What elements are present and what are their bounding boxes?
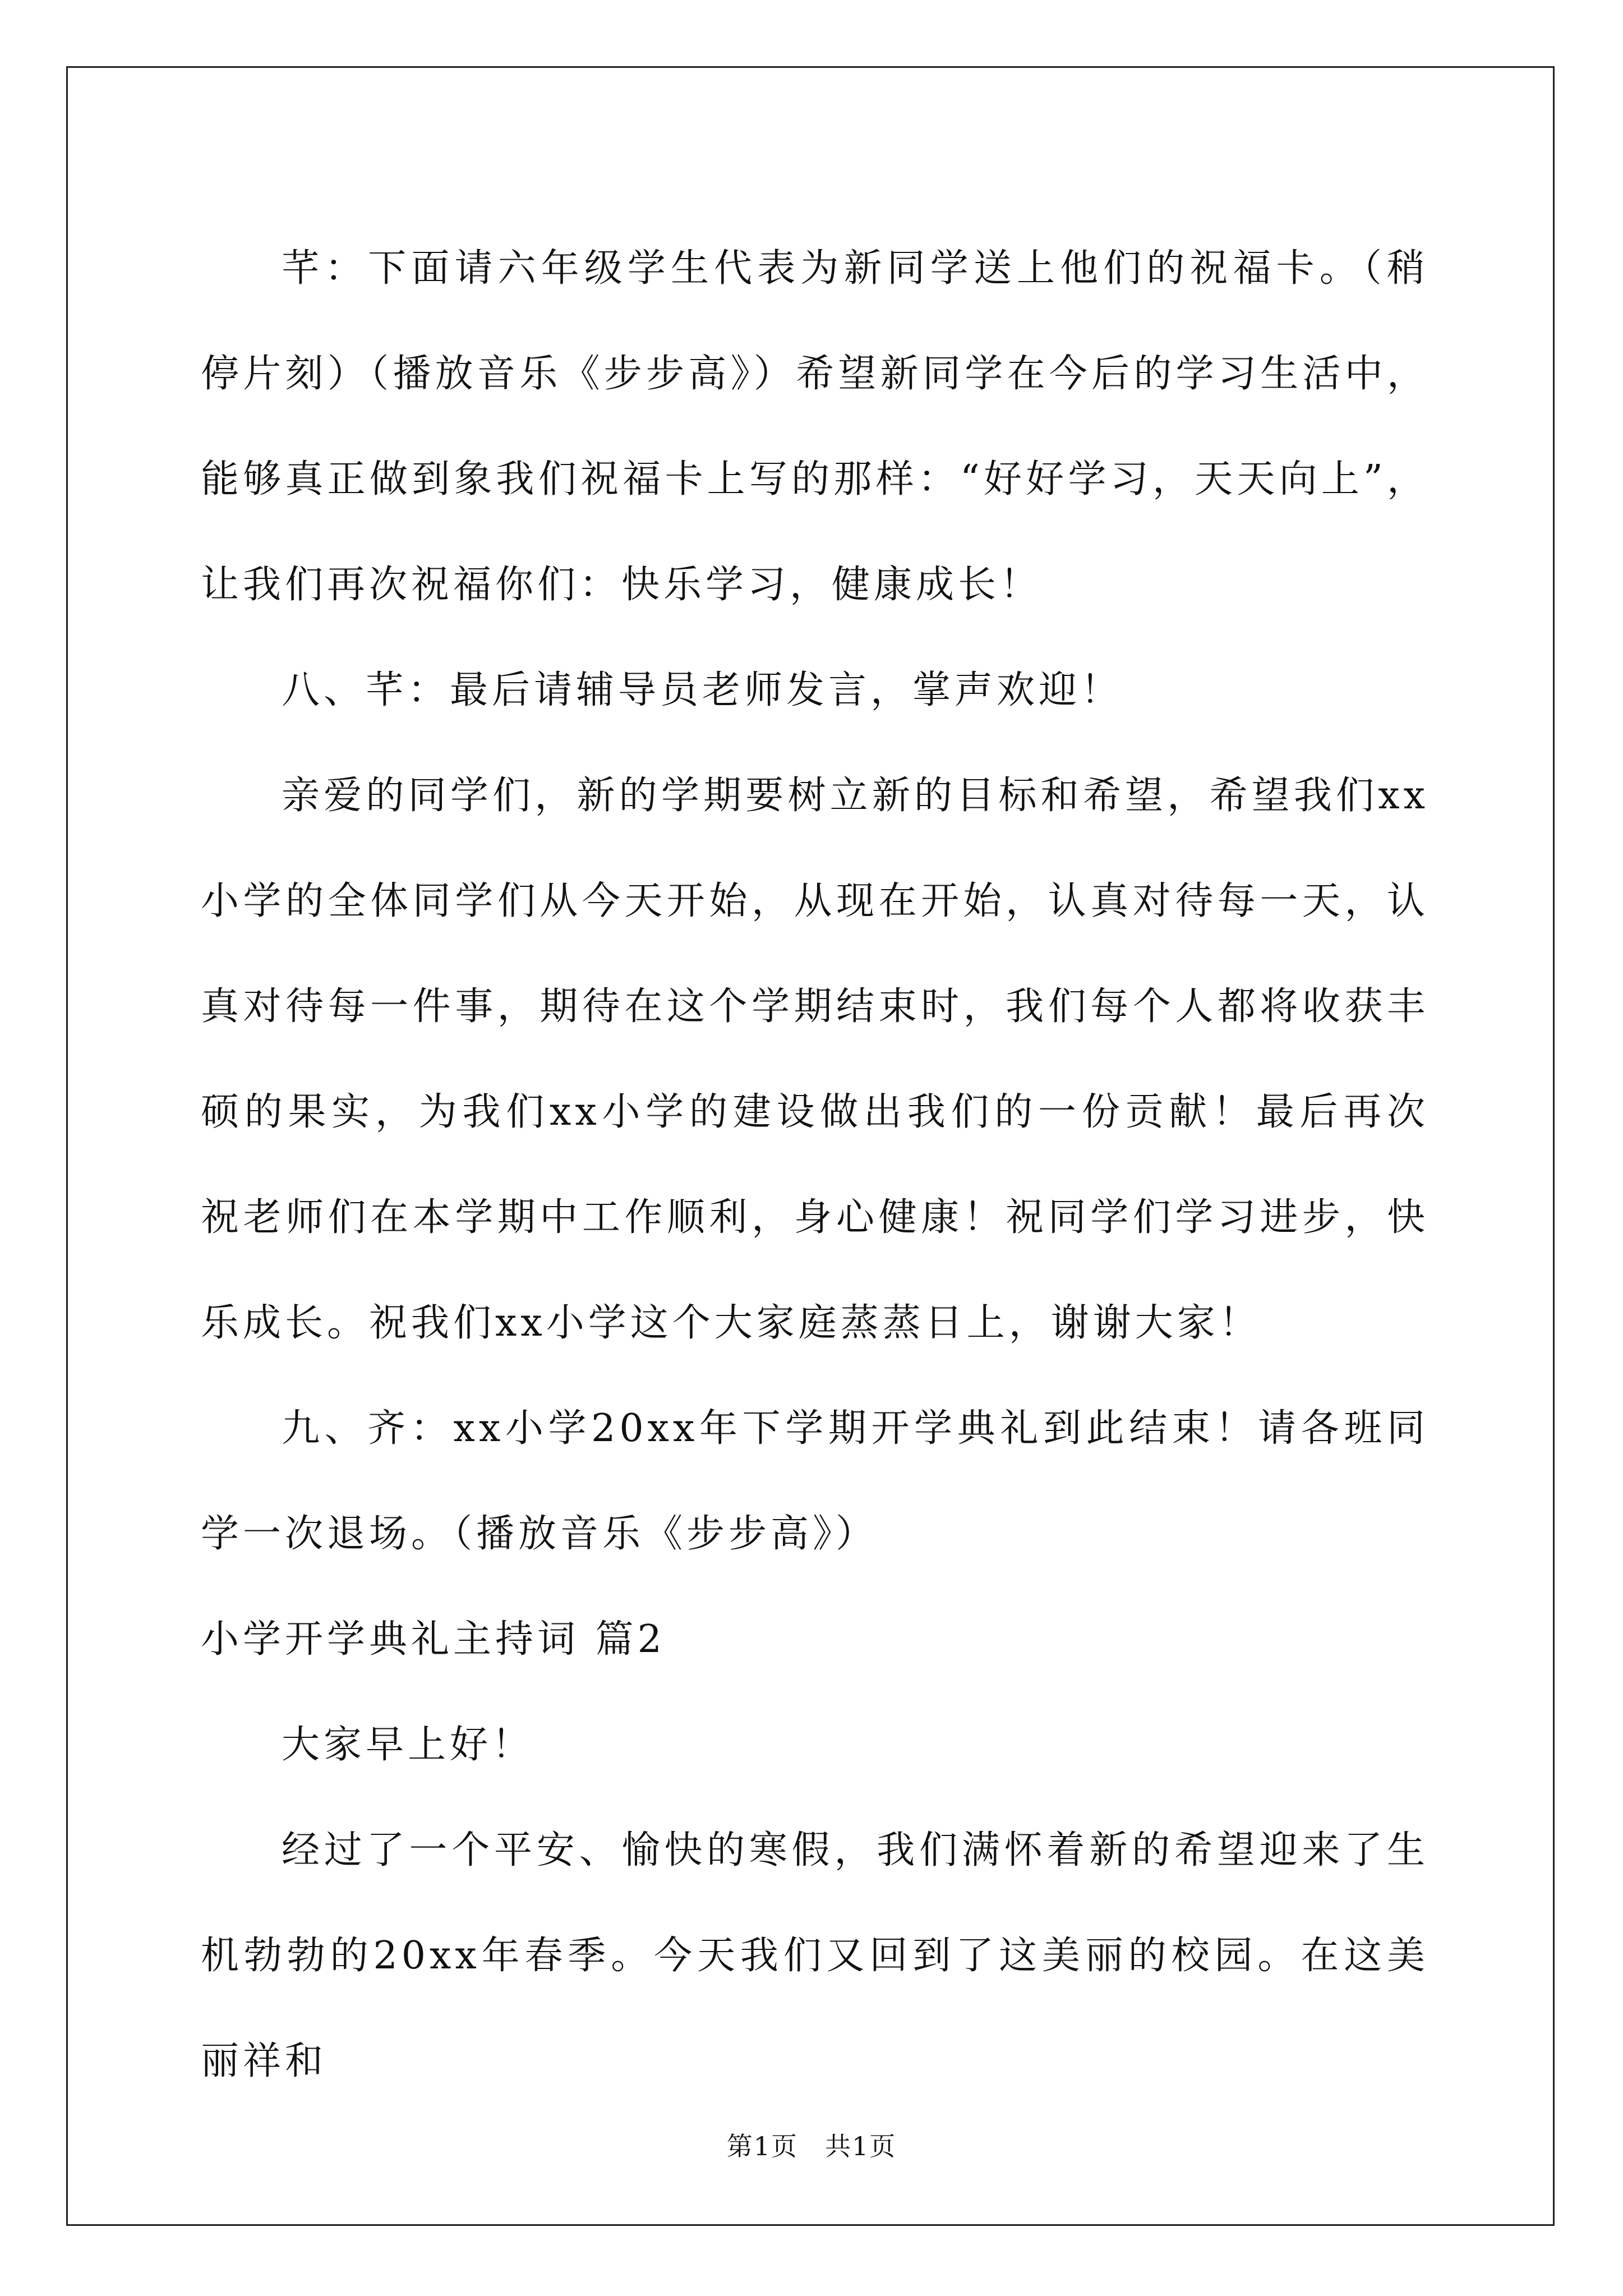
paragraph-opening: 经过了一个平安、愉快的寒假，我们满怀着新的希望迎来了生机勃勃的20xx年春季。今天我们又回到了这美丽的校园。在这美丽祥和 — [201, 1828, 1429, 2083]
paragraph-closing: 九、齐：xx小学20xx年下学期开学典礼到此结束！请各班同学一次退场。（播放音乐《步步高》） — [201, 1406, 1429, 1556]
page-number-footer: 第1页 共1页 — [726, 2131, 897, 2161]
paragraph-greeting: 大家早上好！ — [282, 1723, 534, 1767]
paragraph-blessing-card: 芊：下面请六年级学生代表为新同学送上他们的祝福卡。（稍停片刻）（播放音乐《步步高》）希望新同学在今后的学习生活中，能够真正做到象我们祝福卡上写的那样：“好好学习，天天向上”，让我们再次祝福你们：快乐学习，健康成长！ — [201, 246, 1429, 607]
section-heading: 小学开学典礼主持词 篇2 — [201, 1617, 666, 1662]
paragraph-counselor-speech: 亲爱的同学们，新的学期要树立新的目标和希望，希望我们xx小学的全体同学们从今天开始，从现在开始，认真对待每一天，认真对待每一件事，期待在这个学期结束时，我们每个人都将收获丰硕的果实，为我们xx小学的建设做出我们的一份贡献！最后再次祝老师们在本学期中工作顺利，身心健康！祝同学们学习进步，快乐成长。祝我们xx小学这个大家庭蒸蒸日上，谢谢大家！ — [201, 774, 1429, 1345]
paragraph-counselor-speech-intro: 八、芊：最后请辅导员老师发言，掌声欢迎！ — [282, 668, 1123, 712]
document-body — [201, 216, 1429, 2114]
